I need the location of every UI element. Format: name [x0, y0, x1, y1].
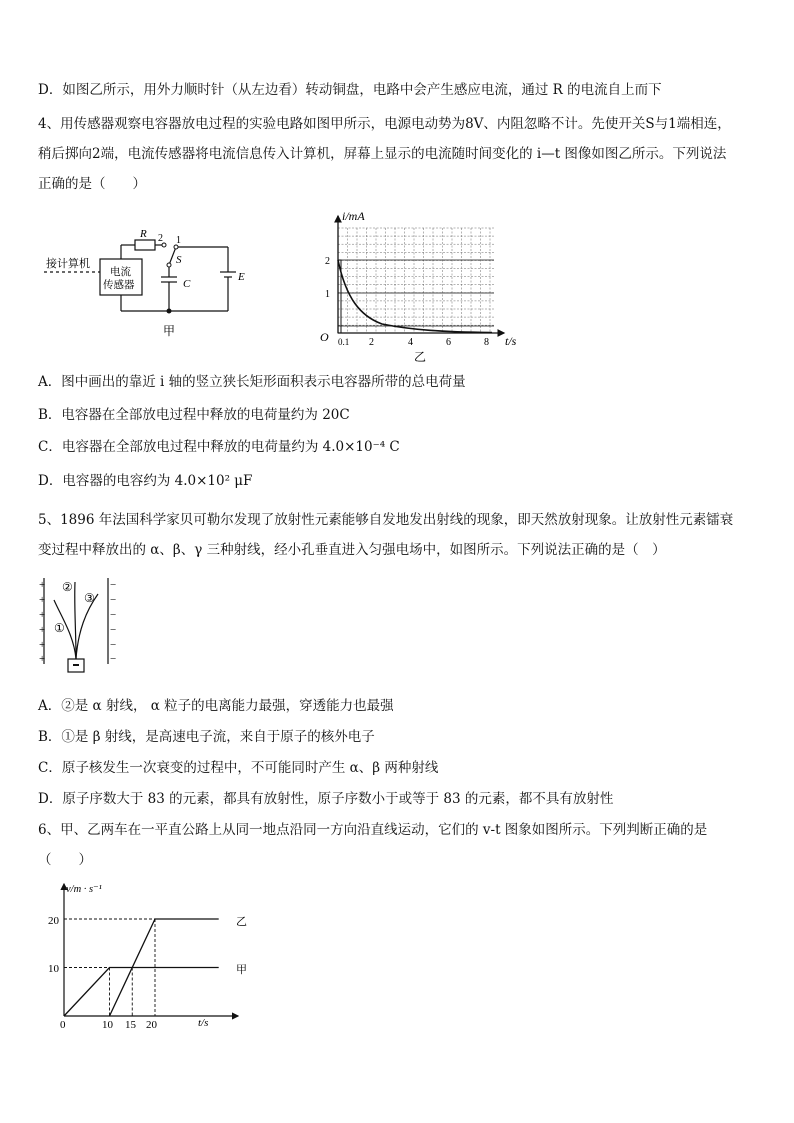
ray-label-3: ③ — [84, 591, 95, 605]
minus-sign-6: − — [110, 653, 117, 665]
switch-pos-2: 2 — [158, 233, 163, 244]
it-origin: O — [320, 330, 329, 344]
it-x-tick-0.1: 0.1 — [338, 337, 350, 347]
minus-sign-2: − — [110, 594, 117, 606]
q5-option-a: A．②是 α 射线， α 粒子的电离能力最强，穿透能力也最强 — [38, 698, 394, 714]
vt-origin: 0 — [60, 1019, 66, 1031]
vt-series-jia-label: 甲 — [236, 964, 247, 976]
ray-label-2: ② — [62, 580, 73, 594]
switch-label: S — [176, 254, 182, 266]
plus-sign-6: + — [39, 653, 46, 665]
minus-sign-4: − — [110, 624, 117, 636]
switch-pos-1: 1 — [176, 235, 181, 246]
q3-option-d: D．如图乙所示，用外力顺时针（从左边看）转动铜盘，电路中会产生感应电流，通过 R 的电流自上而下 — [38, 82, 662, 98]
resistor-label: R — [140, 228, 147, 240]
q4-option-b: B．电容器在全部放电过程中释放的电荷量约为 20C — [38, 407, 350, 423]
it-x-tick-2: 2 — [369, 337, 374, 348]
plus-sign-3: + — [39, 609, 46, 621]
computer-label: 接计算机 — [46, 258, 90, 270]
sensor-label-line1: 电流 — [110, 267, 131, 278]
q6-stem-line-1: 6、甲、乙两车在一平直公路上从同一地点沿同一方向沿直线运动，它们的 v-t 图象如图所示。下列判断正确的是 — [38, 822, 708, 838]
sensor-label-line2: 传感器 — [103, 280, 135, 291]
circuit-caption: 甲 — [163, 324, 176, 338]
plus-sign-2: + — [39, 594, 46, 606]
q4-option-a: A．图中画出的靠近 i 轴的竖立狭长矩形面积表示电容器所带的总电荷量 — [38, 374, 466, 390]
it-x-tick-6: 6 — [446, 337, 451, 348]
q5-option-d: D．原子序数大于 83 的元素，都具有放射性，原子序数小于或等于 83 的元素，都不具有放射性 — [38, 791, 614, 807]
vt-y-tick-20: 20 — [48, 915, 59, 927]
plus-sign-1: + — [39, 579, 46, 591]
q4-stem-line-1: 4、用传感器观察电容器放电过程的实验电路如图甲所示，电源电动势为8V、内阻忽略不计。先使开关S与1端相连， — [38, 116, 731, 132]
minus-sign-3: − — [110, 609, 117, 621]
q5-stem-line-1: 5、1896 年法国科学家贝可勒尔发现了放射性元素能够自发地发出射线的现象，即天然放射现象。让放射性元素镭衰 — [38, 512, 734, 528]
vt-x-tick-10: 10 — [102, 1019, 113, 1031]
q6-stem-line-2: （ ） — [38, 852, 92, 868]
q5-stem-line-2: 变过程中释放出的 α、β、γ 三种射线，经小孔垂直进入匀强电场中，如图所示。下列说法正确的是（ ） — [38, 542, 666, 558]
capacitor-label: C — [183, 278, 191, 290]
it-x-tick-4: 4 — [408, 337, 413, 348]
it-x-label: t/s — [505, 334, 517, 348]
vt-x-tick-20: 20 — [146, 1019, 157, 1031]
q5-option-b: B．①是 β 射线，是高速电子流，来自于原子的核外电子 — [38, 729, 375, 745]
q4-stem-line-3: 正确的是（ ） — [38, 176, 146, 192]
minus-sign-5: − — [110, 639, 117, 651]
vt-y-label: v/m · s⁻¹ — [66, 884, 102, 895]
q5-option-c: C．原子核发生一次衰变的过程中，不可能同时产生 α、β 两种射线 — [38, 760, 439, 776]
field-figure — [38, 576, 118, 676]
it-y-tick-1: 1 — [325, 289, 330, 300]
plus-sign-4: + — [39, 624, 46, 636]
vt-graph — [40, 876, 280, 1036]
it-graph — [312, 208, 532, 366]
q4-stem-line-2: 稍后掷向2端，电流传感器将电流信息传入计算机，屏幕上显示的电流随时间变化的 i—t 图像如图乙所示。下列说法 — [38, 146, 727, 162]
emf-label: E — [238, 271, 245, 283]
vt-series-line-jia — [64, 968, 219, 1017]
it-decay-curve — [338, 260, 492, 333]
narrow-strip — [338, 260, 341, 333]
vt-x-label: t/s — [198, 1017, 209, 1029]
it-x-tick-8: 8 — [484, 337, 489, 348]
q4-option-c: C．电容器在全部放电过程中释放的电荷量约为 4.0×10⁻⁴ C — [38, 439, 400, 455]
vt-series-yi-label: 乙 — [236, 916, 247, 928]
it-caption: 乙 — [414, 350, 427, 364]
plus-sign-5: + — [39, 639, 46, 651]
ray-label-1: ① — [54, 621, 65, 635]
circuit-figure — [40, 225, 260, 355]
vt-x-tick-15: 15 — [125, 1019, 136, 1031]
it-y-label: i/mA — [342, 209, 365, 223]
vt-y-tick-10: 10 — [48, 963, 59, 975]
minus-sign-1: − — [110, 579, 117, 591]
q4-option-d: D．电容器的电容约为 4.0×10² μF — [38, 473, 253, 489]
it-y-tick-2: 2 — [325, 256, 330, 267]
